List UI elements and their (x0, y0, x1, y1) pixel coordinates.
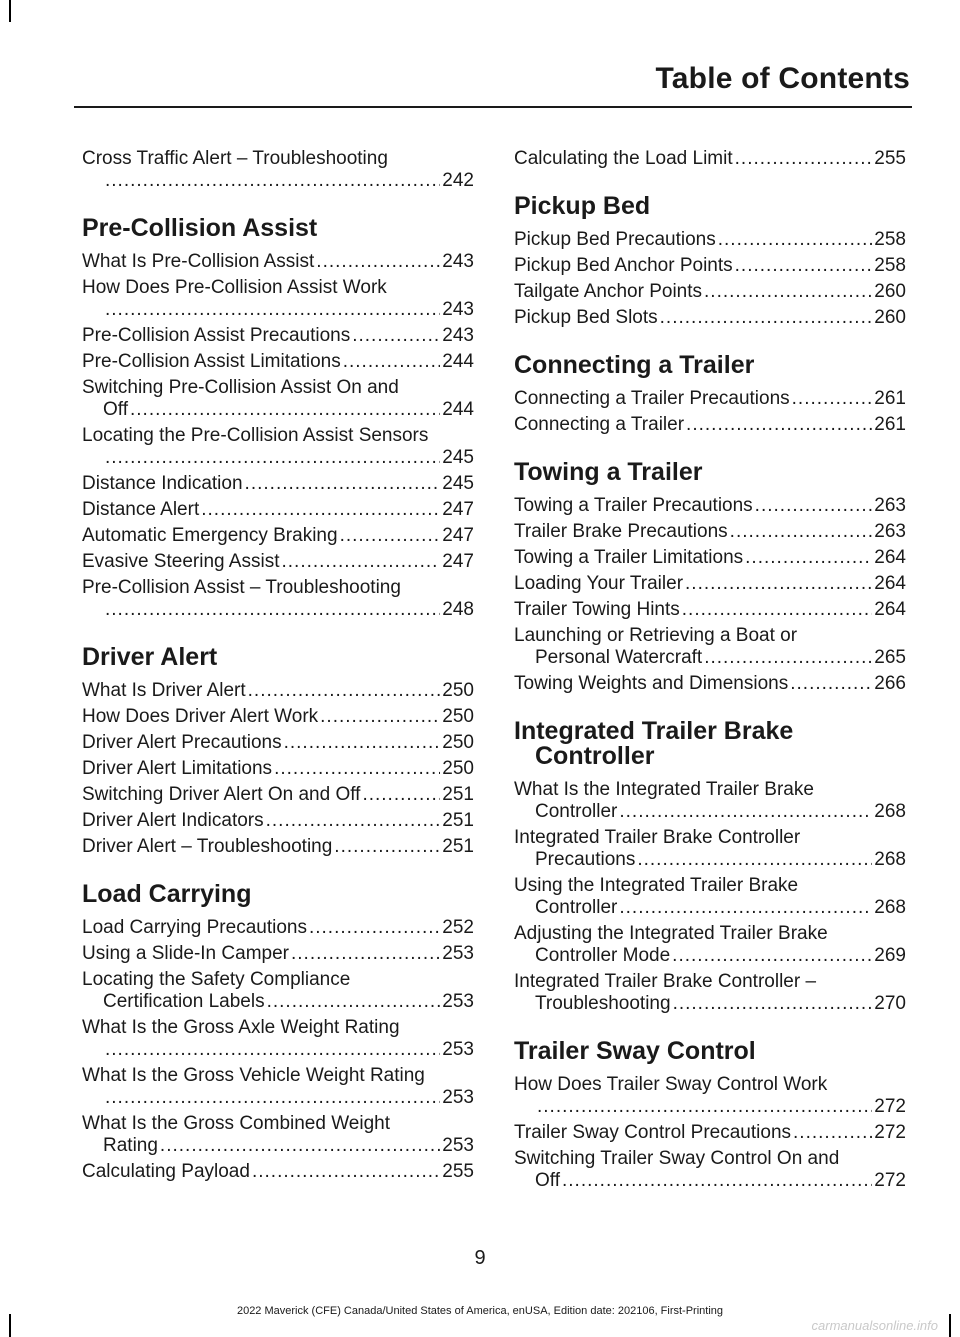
section-heading-pickup-bed (514, 194, 906, 219)
toc-entry-line (82, 351, 474, 373)
dot-leader (274, 758, 440, 780)
toc-page-number[interactable]: 269 (874, 945, 906, 966)
toc-entry-title: Using the Integrated Trailer Brake (514, 875, 799, 896)
toc-entry-title-continued: Controller Mode (535, 945, 671, 966)
crop-mark-top-left (9, 0, 11, 22)
toc-entry-title: Launching or Retrieving a Boat or (514, 625, 798, 646)
toc-entry-what-is-the-integrated-trailer-brake[interactable] (514, 779, 906, 823)
toc-page-number[interactable]: 251 (442, 810, 474, 831)
toc-entry-towing-a-trailer-limitations[interactable] (514, 547, 906, 569)
toc-entry-line (82, 943, 474, 965)
toc-entry-title: Distance Alert (82, 499, 200, 520)
dot-leader (105, 1087, 440, 1109)
toc-entry-leader-line (514, 945, 906, 967)
dot-leader (755, 495, 873, 517)
dot-leader (291, 943, 440, 965)
dot-leader (660, 307, 873, 329)
toc-entry-calculating-payload[interactable] (82, 1161, 474, 1183)
toc-page-number[interactable]: 261 (874, 388, 906, 409)
toc-entry-line (514, 673, 906, 695)
section-heading-text: Pre-Collision Assist (82, 214, 318, 242)
toc-entry-what-is-pre-collision-assist[interactable] (82, 251, 474, 273)
dot-leader (673, 993, 873, 1015)
toc-entry-pre-collision-assist-limitations[interactable] (82, 351, 474, 373)
toc-entry-what-is-driver-alert[interactable] (82, 680, 474, 702)
dot-leader (718, 229, 873, 251)
toc-entry-title: Driver Alert – Troubleshooting (82, 836, 333, 857)
toc-entry-towing-weights-and-dimensions[interactable] (514, 673, 906, 695)
toc-page-number[interactable]: 263 (874, 521, 906, 542)
toc-entry-line (514, 547, 906, 569)
toc-entry-cross-traffic-alert-troubleshooting[interactable] (82, 148, 474, 192)
toc-page-number[interactable]: 268 (874, 849, 906, 870)
toc-page-number[interactable]: 244 (442, 351, 474, 372)
toc-entry-title: Trailer Brake Precautions (514, 521, 728, 542)
toc-entry-title: Locating the Safety Compliance (82, 969, 351, 990)
toc-entry-how-does-driver-alert-work[interactable] (82, 706, 474, 728)
toc-entry-loading-your-trailer[interactable] (514, 573, 906, 595)
section-heading-integrated-trailer-brake (514, 719, 906, 769)
toc-page-number[interactable]: 243 (442, 325, 474, 346)
section-heading-driver-alert (82, 645, 474, 670)
edition-info: 2022 Maverick (CFE) Canada/United States of America, enUSA, Edition date: 202106, First-Printing (236, 1305, 724, 1317)
dot-leader (284, 732, 441, 754)
toc-entry-title: Pre-Collision Assist Limitations (82, 351, 341, 372)
toc-page-number[interactable]: 247 (442, 499, 474, 520)
dot-leader (685, 573, 872, 595)
toc-page-number[interactable]: 252 (442, 917, 474, 938)
title-divider (74, 106, 912, 108)
toc-page-number[interactable]: 253 (442, 1135, 474, 1156)
toc-entry-leader-line (82, 599, 474, 621)
toc-entry-leader-line (82, 299, 474, 321)
toc-entry-title: Integrated Trailer Brake Controller (514, 827, 801, 848)
toc-entry-leader-line (514, 993, 906, 1015)
toc-page-number[interactable]: 250 (442, 680, 474, 701)
toc-page-number[interactable]: 268 (874, 801, 906, 822)
toc-entry-title-continued: Precautions (535, 849, 636, 870)
toc-entry-title: What Is the Gross Vehicle Weight Rating (82, 1065, 425, 1086)
toc-entry-trailer-towing-hints[interactable] (514, 599, 906, 621)
toc-entry-title: Driver Alert Precautions (82, 732, 282, 753)
crop-mark-bottom-right (949, 1314, 951, 1337)
dot-leader (160, 1135, 440, 1157)
toc-entry-how-does-pre-collision-assist-work[interactable] (82, 277, 474, 321)
toc-entry-title: Calculating the Load Limit (514, 148, 733, 169)
toc-page-number[interactable]: 251 (442, 784, 474, 805)
toc-entry-title: Cross Traffic Alert – Troubleshooting (82, 148, 388, 169)
dot-leader (362, 784, 440, 806)
dot-leader (730, 521, 873, 543)
toc-entry-line (82, 473, 474, 495)
toc-entry-driver-alert-limitations[interactable] (82, 758, 474, 780)
toc-entry-title-continued: Off (535, 1170, 560, 1191)
toc-entry-leader-line (82, 399, 474, 421)
dot-leader (130, 399, 440, 421)
toc-page-number[interactable]: 242 (442, 170, 474, 191)
toc-entry-leader-line (514, 897, 906, 919)
toc-page-number[interactable]: 253 (442, 943, 474, 964)
dot-leader (340, 525, 441, 547)
toc-entry-switching-trailer-sway-control-on-and[interactable] (514, 1148, 906, 1192)
dot-leader (105, 170, 440, 192)
dot-leader (704, 281, 872, 303)
toc-entry-automatic-emergency-braking[interactable] (82, 525, 474, 547)
toc-entry-switching-driver-alert-on-and-off[interactable] (82, 784, 474, 806)
toc-entry-using-a-slide-in-camper[interactable] (82, 943, 474, 965)
toc-entry-title-continued: Rating (103, 1135, 158, 1156)
toc-entry-line (82, 784, 474, 806)
toc-page-number[interactable]: 264 (874, 599, 906, 620)
dot-leader (320, 706, 440, 728)
toc-entry-title: Towing a Trailer Precautions (514, 495, 753, 516)
toc-entry-leader-line (514, 1096, 906, 1118)
toc-entry-title: Towing a Trailer Limitations (514, 547, 744, 568)
toc-entry-integrated-trailer-brake-controller[interactable] (514, 827, 906, 871)
dot-leader (735, 255, 873, 277)
toc-entry-title: Pickup Bed Slots (514, 307, 658, 328)
toc-entry-title: How Does Trailer Sway Control Work (514, 1074, 828, 1095)
toc-entry-title: Connecting a Trailer (514, 414, 685, 435)
toc-entry-line (514, 521, 906, 543)
toc-entry-leader-line (82, 991, 474, 1013)
toc-entry-line (82, 810, 474, 832)
toc-entry-title: What Is the Integrated Trailer Brake (514, 779, 814, 800)
toc-entry-using-the-integrated-trailer-brake[interactable] (514, 875, 906, 919)
toc-entry-what-is-the-gross-axle-weight-rating[interactable] (82, 1017, 474, 1061)
toc-entry-calculating-the-load-limit[interactable] (514, 148, 906, 170)
toc-entry-title: Distance Indication (82, 473, 243, 494)
toc-entry-title: Integrated Trailer Brake Controller – (514, 971, 817, 992)
toc-page-number[interactable]: 261 (874, 414, 906, 435)
toc-page-number[interactable]: 260 (874, 281, 906, 302)
dot-leader (735, 148, 873, 170)
toc-entry-connecting-a-trailer-precautions[interactable] (514, 388, 906, 410)
toc-page-number[interactable]: 264 (874, 547, 906, 568)
toc-entry-line (82, 1161, 474, 1183)
toc-page-number[interactable]: 260 (874, 307, 906, 328)
toc-entry-title: Pickup Bed Precautions (514, 229, 716, 250)
toc-entry-how-does-trailer-sway-control-work[interactable] (514, 1074, 906, 1118)
toc-entry-line (82, 325, 474, 347)
section-heading-text: Connecting a Trailer (514, 351, 755, 379)
toc-entry-line (82, 732, 474, 754)
toc-entry-leader-line (514, 849, 906, 871)
toc-entry-driver-alert-precautions[interactable] (82, 732, 474, 754)
dot-leader (252, 1161, 440, 1183)
toc-entry-trailer-brake-precautions[interactable] (514, 521, 906, 543)
toc-entry-evasive-steering-assist[interactable] (82, 551, 474, 573)
toc-page-number[interactable]: 253 (442, 1087, 474, 1108)
toc-page-number[interactable]: 243 (442, 251, 474, 272)
toc-page-number[interactable]: 247 (442, 551, 474, 572)
toc-entry-line (514, 573, 906, 595)
toc-entry-adjusting-the-integrated-trailer-brake[interactable] (514, 923, 906, 967)
toc-page-number[interactable]: 250 (442, 758, 474, 779)
toc-page-number[interactable]: 258 (874, 255, 906, 276)
toc-entry-line (82, 917, 474, 939)
toc-entry-line (82, 525, 474, 547)
toc-entry-title: How Does Driver Alert Work (82, 706, 319, 727)
toc-entry-what-is-the-gross-vehicle-weight-rating[interactable] (82, 1065, 474, 1109)
toc-entry-title: Load Carrying Precautions (82, 917, 307, 938)
dot-leader (619, 801, 872, 823)
toc-entry-pre-collision-assist-precautions[interactable] (82, 325, 474, 347)
toc-entry-pickup-bed-anchor-points[interactable] (514, 255, 906, 277)
toc-entry-leader-line (82, 170, 474, 192)
toc-entry-line (82, 680, 474, 702)
dot-leader (245, 473, 441, 495)
section-heading-text: Pickup Bed (514, 192, 651, 220)
toc-entry-locating-the-pre-collision-assist-sensors[interactable] (82, 425, 474, 469)
section-heading-text: Integrated Trailer Brake (514, 717, 794, 745)
watermark: carmanualsonline.info (811, 1318, 938, 1333)
toc-entry-title: Driver Alert Indicators (82, 810, 264, 831)
toc-page-number[interactable]: 263 (874, 495, 906, 516)
toc-entry-line (514, 255, 906, 277)
toc-entry-leader-line (82, 1087, 474, 1109)
toc-entry-tailgate-anchor-points[interactable] (514, 281, 906, 303)
toc-entry-leader-line (514, 647, 906, 669)
section-heading-text-continued: Controller (535, 742, 655, 770)
dot-leader (343, 351, 441, 373)
dot-leader (309, 917, 440, 939)
toc-page-number[interactable]: 265 (874, 647, 906, 668)
toc-entry-title: Evasive Steering Assist (82, 551, 280, 572)
toc-page-number[interactable]: 243 (442, 299, 474, 320)
dot-leader (105, 299, 440, 321)
toc-entry-distance-alert[interactable] (82, 499, 474, 521)
toc-entry-title: Driver Alert Limitations (82, 758, 273, 779)
dot-leader (352, 325, 440, 347)
dot-leader (745, 547, 872, 569)
toc-entry-line (514, 599, 906, 621)
toc-entry-title: Connecting a Trailer Precautions (514, 388, 790, 409)
toc-entry-title-continued: Troubleshooting (535, 993, 671, 1014)
toc-page-number[interactable]: 258 (874, 229, 906, 250)
toc-entry-line (514, 281, 906, 303)
toc-entry-title: Tailgate Anchor Points (514, 281, 703, 302)
section-heading-text: Load Carrying (82, 880, 252, 908)
toc-entry-leader-line (82, 1039, 474, 1061)
toc-entry-driver-alert-troubleshooting[interactable] (82, 836, 474, 858)
toc-page-number[interactable]: 253 (442, 1039, 474, 1060)
toc-entry-pickup-bed-slots[interactable] (514, 307, 906, 329)
toc-right-column (514, 148, 906, 1196)
toc-entry-switching-pre-collision-assist-on-and[interactable] (82, 377, 474, 421)
toc-entry-locating-the-safety-compliance[interactable] (82, 969, 474, 1013)
dot-leader (537, 1096, 872, 1118)
toc-page-number[interactable]: 264 (874, 573, 906, 594)
dot-leader (316, 251, 440, 273)
dot-leader (105, 1039, 440, 1061)
dot-leader (281, 551, 440, 573)
toc-page-number[interactable]: 250 (442, 732, 474, 753)
dot-leader (686, 414, 872, 436)
toc-page-number[interactable]: 251 (442, 836, 474, 857)
toc-page-number[interactable]: 272 (874, 1122, 906, 1143)
toc-entry-line (514, 307, 906, 329)
toc-entry-line (514, 495, 906, 517)
toc-entry-line (82, 499, 474, 521)
toc-entry-title: What Is Pre-Collision Assist (82, 251, 315, 272)
toc-page-number[interactable]: 272 (874, 1096, 906, 1117)
toc-entry-title: Calculating Payload (82, 1161, 250, 1182)
toc-page-number[interactable]: 250 (442, 706, 474, 727)
toc-entry-title: Pre-Collision Assist Precautions (82, 325, 351, 346)
toc-entry-leader-line (82, 1135, 474, 1157)
toc-entry-title-continued: Off (103, 399, 128, 420)
crop-mark-bottom-left (9, 1314, 11, 1337)
dot-leader (201, 499, 440, 521)
toc-entry-pickup-bed-precautions[interactable] (514, 229, 906, 251)
section-heading-connecting-a-trailer (514, 353, 906, 378)
dot-leader (562, 1170, 872, 1192)
toc-entry-line (514, 414, 906, 436)
toc-entry-title: How Does Pre-Collision Assist Work (82, 277, 387, 298)
section-heading-text: Towing a Trailer (514, 458, 703, 486)
dot-leader (682, 599, 873, 621)
toc-entry-title: Automatic Emergency Braking (82, 525, 338, 546)
toc-entry-line (82, 551, 474, 573)
toc-entry-line (514, 148, 906, 170)
page-number: 9 (474, 1247, 486, 1269)
dot-leader (637, 849, 872, 871)
dot-leader (334, 836, 440, 858)
toc-entry-title: Switching Driver Alert On and Off (82, 784, 361, 805)
toc-entry-line (514, 1122, 906, 1144)
dot-leader (105, 599, 440, 621)
toc-entry-title: Adjusting the Integrated Trailer Brake (514, 923, 828, 944)
toc-entry-pre-collision-assist-troubleshooting[interactable] (82, 577, 474, 621)
toc-entry-leader-line (514, 1170, 906, 1192)
dot-leader (672, 945, 872, 967)
toc-page-number[interactable]: 253 (442, 991, 474, 1012)
toc-page-number[interactable]: 247 (442, 525, 474, 546)
toc-entry-line (82, 251, 474, 273)
toc-entry-leader-line (82, 447, 474, 469)
toc-entry-title-continued: Personal Watercraft (535, 647, 703, 668)
toc-entry-title: Locating the Pre-Collision Assist Sensors (82, 425, 429, 446)
toc-entry-line (514, 388, 906, 410)
toc-entry-what-is-the-gross-combined-weight[interactable] (82, 1113, 474, 1157)
toc-entry-title: Pickup Bed Anchor Points (514, 255, 733, 276)
toc-entry-title: Towing Weights and Dimensions (514, 673, 789, 694)
toc-entry-leader-line (514, 801, 906, 823)
toc-entry-launching-or-retrieving-a-boat-or[interactable] (514, 625, 906, 669)
dot-leader (704, 647, 872, 669)
dot-leader (790, 673, 872, 695)
toc-page-number[interactable]: 245 (442, 473, 474, 494)
section-heading-load-carrying (82, 882, 474, 907)
toc-entry-title: Pre-Collision Assist – Troubleshooting (82, 577, 401, 598)
dot-leader (248, 680, 441, 702)
section-heading-text: Trailer Sway Control (514, 1037, 756, 1065)
toc-entry-title: Loading Your Trailer (514, 573, 684, 594)
section-heading-trailer-sway-control (514, 1039, 906, 1064)
dot-leader (105, 447, 440, 469)
toc-page-number[interactable]: 268 (874, 897, 906, 918)
toc-page-number[interactable]: 255 (442, 1161, 474, 1182)
toc-entry-title-continued: Controller (535, 897, 618, 918)
toc-entry-title: Switching Trailer Sway Control On and (514, 1148, 840, 1169)
toc-page-number[interactable]: 272 (874, 1170, 906, 1191)
toc-entry-distance-indication[interactable] (82, 473, 474, 495)
dot-leader (792, 388, 873, 410)
toc-entry-title: What Is Driver Alert (82, 680, 246, 701)
toc-entry-line (82, 706, 474, 728)
section-heading-text: Driver Alert (82, 643, 218, 671)
toc-entry-driver-alert-indicators[interactable] (82, 810, 474, 832)
page-title: Table of Contents (655, 62, 910, 95)
toc-page-number[interactable]: 244 (442, 399, 474, 420)
toc-page-number[interactable]: 266 (874, 673, 906, 694)
toc-page-number[interactable]: 248 (442, 599, 474, 620)
toc-entry-line (514, 229, 906, 251)
toc-entry-title: Switching Pre-Collision Assist On and (82, 377, 399, 398)
dot-leader (267, 991, 441, 1013)
section-heading-pre-collision-assist (82, 216, 474, 241)
toc-page-number[interactable]: 270 (874, 993, 906, 1014)
section-heading-towing-a-trailer (514, 460, 906, 485)
toc-page-number[interactable]: 245 (442, 447, 474, 468)
toc-left-column (82, 148, 474, 1187)
toc-entry-line (82, 836, 474, 858)
toc-entry-title-continued: Controller (535, 801, 618, 822)
toc-entry-load-carrying-precautions[interactable] (82, 917, 474, 939)
toc-page-number[interactable]: 255 (874, 148, 906, 169)
toc-entry-title: Trailer Towing Hints (514, 599, 680, 620)
toc-entry-integrated-trailer-brake-controller[interactable] (514, 971, 906, 1015)
dot-leader (619, 897, 872, 919)
toc-entry-line (82, 758, 474, 780)
toc-entry-towing-a-trailer-precautions[interactable] (514, 495, 906, 517)
toc-entry-trailer-sway-control-precautions[interactable] (514, 1122, 906, 1144)
toc-entry-title: Using a Slide-In Camper (82, 943, 289, 964)
toc-entry-title: What Is the Gross Combined Weight (82, 1113, 390, 1134)
dot-leader (266, 810, 441, 832)
toc-entry-title: What Is the Gross Axle Weight Rating (82, 1017, 400, 1038)
toc-entry-title: Trailer Sway Control Precautions (514, 1122, 792, 1143)
toc-entry-title-continued: Certification Labels (103, 991, 265, 1012)
dot-leader (793, 1122, 872, 1144)
toc-entry-connecting-a-trailer[interactable] (514, 414, 906, 436)
